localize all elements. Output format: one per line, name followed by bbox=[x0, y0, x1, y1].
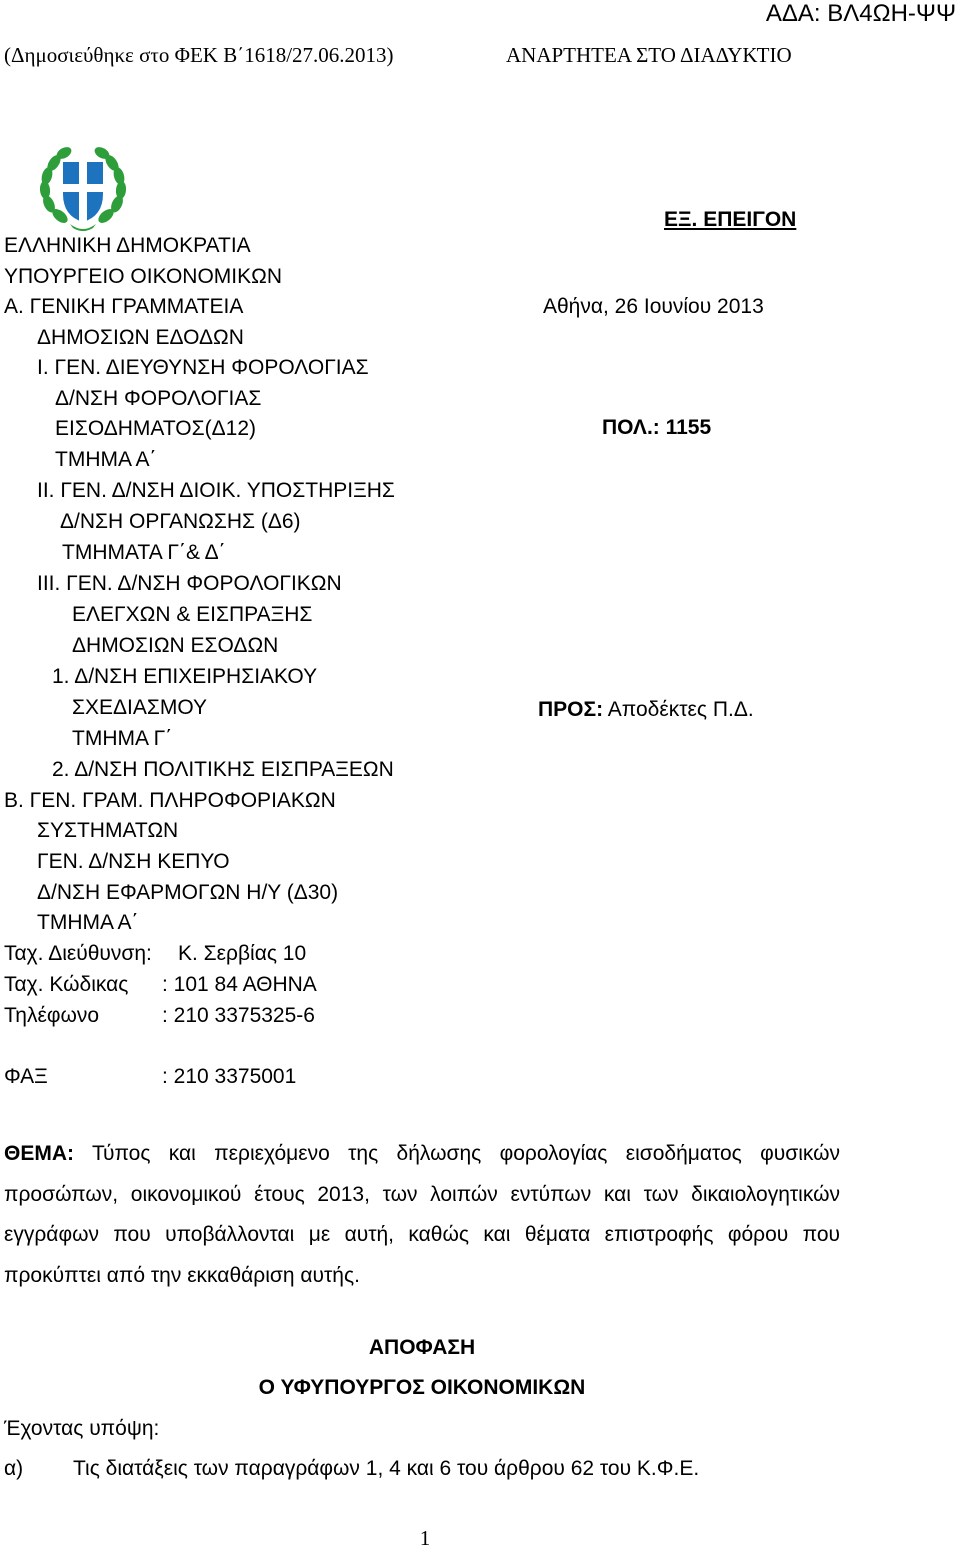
greek-coat-of-arms-icon bbox=[38, 144, 128, 232]
sender-line: ΙΙΙ. ΓΕΝ. Δ/ΝΣΗ ΦΟΡΟΛΟΓΙΚΩΝ bbox=[37, 572, 342, 595]
address-value: Κ. Σερβίας 10 bbox=[178, 942, 307, 965]
sender-line: Δ/ΝΣΗ ΕΦΑΡΜΟΓΩΝ Η/Υ (Δ30) bbox=[37, 881, 339, 904]
recipients-label: ΠΡΟΣ: bbox=[538, 698, 604, 721]
sender-line: ΥΠΟΥΡΓΕΙΟ ΟΙΚΟΝΟΜΙΚΩΝ bbox=[4, 265, 282, 288]
sender-line: Α. ΓΕΝΙΚΗ ΓΡΑΜΜΑΤΕΙΑ bbox=[4, 295, 244, 318]
postcode-label: Ταχ. Κώδικας bbox=[4, 973, 129, 996]
sender-line: 1. Δ/ΝΣΗ ΕΠΙΧΕΙΡΗΣΙΑΚΟΥ bbox=[52, 665, 318, 688]
sender-line: ΤΜΗΜΑ Α΄ bbox=[55, 448, 157, 471]
fax-label: ΦΑΞ bbox=[4, 1065, 48, 1088]
sender-line: ΣΧΕΔΙΑΣΜΟΥ bbox=[72, 696, 208, 719]
decision-title: ΑΠΟΦΑΣΗ bbox=[368, 1336, 476, 1359]
minister-title: Ο ΥΦΥΠΟΥΡΓΟΣ ΟΙΚΟΝΟΜΙΚΩΝ bbox=[258, 1376, 586, 1399]
sender-line: ΤΜΗΜΑ Α΄ bbox=[37, 911, 139, 934]
recipients-line bbox=[538, 699, 754, 720]
item-a-text: Τις διατάξεις των παραγράφων 1, 4 και 6 του άρθρου 62 του Κ.Φ.Ε. bbox=[73, 1457, 700, 1480]
phone-value: : 210 3375325-6 bbox=[162, 1004, 315, 1027]
sender-line: ΕΙΣΟΔΗΜΑΤΟΣ(Δ12) bbox=[55, 417, 256, 440]
sender-line: Δ/ΝΣΗ ΦΟΡΟΛΟΓΙΑΣ bbox=[55, 387, 262, 410]
address-label: Ταχ. Διεύθυνση: bbox=[4, 942, 152, 965]
recipients-value: Αποδέκτες Π.Δ. bbox=[607, 698, 754, 721]
ada-code: ΑΔΑ: ΒΛ4ΩΗ-ΨΨ bbox=[765, 0, 956, 27]
sender-line: ΤΜΗΜΑ Γ΄ bbox=[72, 727, 173, 750]
sender-line: ΔΗΜΟΣΙΩΝ ΕΔΟΔΩΝ bbox=[37, 326, 244, 349]
sender-line: ΤΜΗΜΑΤΑ Γ΄& Δ΄ bbox=[62, 541, 226, 564]
urgency-label: ΕΞ. ΕΠΕΙΓΟΝ bbox=[664, 208, 797, 231]
fax-value: : 210 3375001 bbox=[162, 1065, 297, 1088]
sender-line: ΕΛΕΓΧΩΝ & ΕΙΣΠΡΑΞΗΣ bbox=[72, 603, 313, 626]
phone-label: Τηλέφωνο bbox=[4, 1004, 100, 1027]
subject-label: ΘΕΜΑ: bbox=[4, 1142, 74, 1165]
considering-line: Έχοντας υπόψη: bbox=[4, 1417, 160, 1440]
sender-line: ΙΙ. ΓΕΝ. Δ/ΝΣΗ ΔΙΟΙΚ. ΥΠΟΣΤΗΡΙΞΗΣ bbox=[37, 479, 395, 502]
sender-line: Β. ΓΕΝ. ΓΡΑΜ. ΠΛΗΡΟΦΟΡΙΑΚΩΝ bbox=[4, 789, 336, 812]
sender-line: Ι. ΓΕΝ. ΔΙΕΥΘΥΝΣΗ ΦΟΡΟΛΟΓΙΑΣ bbox=[37, 356, 369, 379]
page-number: 1 bbox=[419, 1526, 431, 1550]
sender-line: ΔΗΜΟΣΙΩΝ ΕΣΟΔΩΝ bbox=[72, 634, 279, 657]
postcode-value: : 101 84 ΑΘΗΝΑ bbox=[162, 973, 317, 996]
subject-text: Τύπος και περιεχόμενο της δήλωσης φορολογίας εισοδήματος φυσικών προσώπων, οικονομικού έτους 2013, των λοιπών εντύπων και των δικαιολογητικών εγγράφων που υποβάλλονται με αυτή, καθώς και θέματα επιστροφής φόρου που προκύπτει από την εκκαθάριση αυτής. bbox=[4, 1142, 840, 1287]
sender-line: Δ/ΝΣΗ ΟΡΓΑΝΩΣΗΣ (Δ6) bbox=[60, 510, 301, 533]
circular-number: ΠΟΛ.: 1155 bbox=[602, 416, 712, 439]
sender-line: ΕΛΛΗΝΙΚΗ ΔΗΜΟΚΡΑΤΙΑ bbox=[4, 234, 251, 257]
sender-line: ΣΥΣΤΗΜΑΤΩΝ bbox=[37, 819, 179, 842]
subject-paragraph bbox=[4, 1134, 840, 1296]
date-line: Αθήνα, 26 Ιουνίου 2013 bbox=[543, 295, 764, 318]
publication-note: (Δημοσιεύθηκε στο ΦΕΚ Β΄1618/27.06.2013) bbox=[4, 43, 394, 67]
sender-line: 2. Δ/ΝΣΗ ΠΟΛΙΤΙΚΗΣ ΕΙΣΠΡΑΞΕΩΝ bbox=[52, 758, 394, 781]
sender-line: ΓΕΝ. Δ/ΝΣΗ ΚΕΠΥΟ bbox=[37, 850, 230, 873]
item-a-label: α) bbox=[4, 1457, 24, 1480]
internet-posting-flag: ΑΝΑΡΤΗΤΕΑ ΣΤΟ ΔΙΑΔΥΚΤΙΟ bbox=[506, 43, 792, 67]
